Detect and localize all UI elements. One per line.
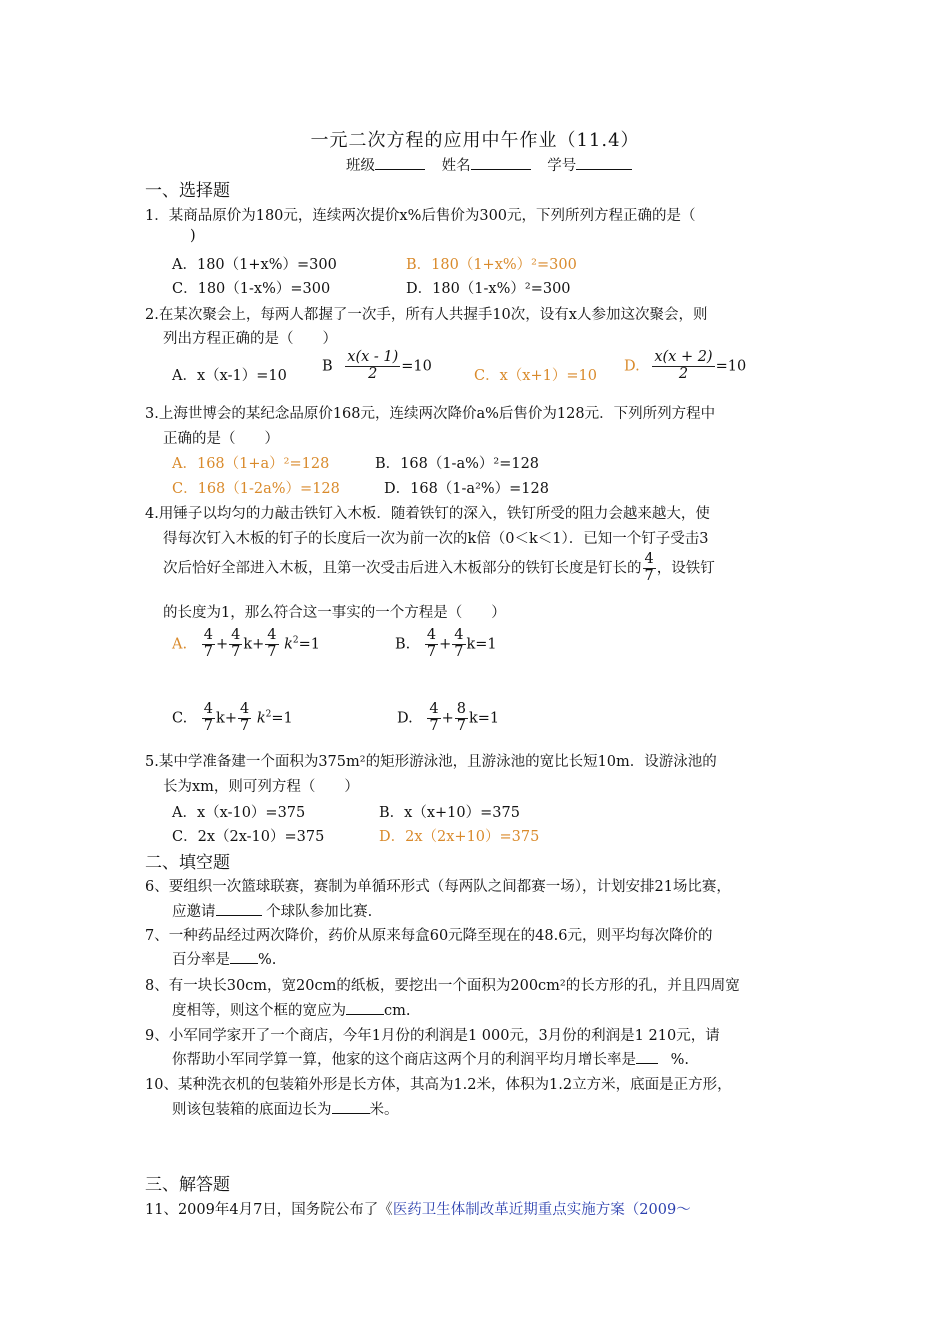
plus: + (215, 636, 229, 653)
q7-text: 百分率是 (172, 952, 230, 968)
q7-line2 (172, 948, 276, 969)
q8-text-tail: cm. (384, 1003, 411, 1019)
q9-answer-blank[interactable] (636, 1049, 658, 1064)
q11-line1 (145, 1198, 691, 1219)
q10-text: 则该包装箱的底面边长为 (172, 1102, 332, 1118)
page-title: 一元二次方程的应用中午作业（11.4） (310, 130, 640, 151)
q2-option-d-label: D. (624, 358, 640, 375)
exponent: 2 (265, 709, 272, 720)
q7-line1: 7、一种药品经过两次降价，药价从原来每盒60元降至现在的48.6元，则平均每次降价的 (145, 928, 713, 944)
fraction-numerator: 4 (203, 701, 214, 717)
fraction-numerator: 4 (644, 551, 654, 567)
q11-text: 11、2009年4月7日，国务院公布了《 (145, 1202, 393, 1218)
k-term: k+ (216, 710, 237, 727)
q4-line4: 的长度为1，那么符合这一事实的一个方程是（ ） (163, 605, 506, 621)
q4-option-d-label: D. (397, 710, 413, 727)
q2-option-b-fraction (345, 350, 400, 383)
q3-option-b: B．168（1-a%）²=128 (375, 456, 540, 472)
q4-line2: 得每次钉入木板的钉子的长度后一次为前一次的k倍（0＜k＜1）．已知一个钉子受击3 (163, 531, 709, 547)
q3-option-c: C．168（1-2a%）=128 (172, 481, 340, 497)
q3-text-cont: 正确的是（ ） (163, 431, 279, 447)
q5-text: 5.某中学准备建一个面积为375m²的矩形游泳池，且游泳池的宽比长短10m．设游泳池的 (145, 754, 717, 770)
q3-text: 3.上海世博会的某纪念品原价168元，连续两次降价a%后售价为128元．下列所列方程中 (145, 406, 716, 422)
q3-option-d: D．168（1-a²%）=128 (384, 481, 549, 497)
q6-text: 应邀请 (172, 904, 216, 920)
class-blank[interactable] (375, 155, 425, 170)
q2-option-d-fraction (652, 350, 714, 383)
fraction-denominator: 7 (429, 717, 439, 734)
equals-one: =1 (271, 710, 293, 727)
q2-text-cont: 列出方程正确的是（ ） (163, 331, 337, 347)
fraction (202, 702, 215, 735)
q2-option-d-eq: =10 (715, 358, 747, 375)
q8-line2 (172, 999, 410, 1020)
k-variable: k (284, 636, 293, 653)
fraction (265, 628, 278, 661)
q4-option-a-label: A. (172, 636, 188, 653)
q1-option-a: A．180（1+x%）=300 (172, 257, 337, 273)
fraction-numerator: x(x - 1) (347, 349, 399, 365)
q5-option-c: C．2x（2x-10）=375 (172, 829, 325, 845)
q9-text: 你帮助小军同学算一算，他家的这个商店这两个月的利润平均月增长率是 (172, 1052, 636, 1068)
name-blank[interactable] (471, 155, 531, 170)
q7-answer-blank[interactable] (230, 949, 258, 964)
fraction-denominator: 7 (267, 643, 277, 660)
q6-line2 (172, 900, 372, 921)
header-fields (346, 154, 632, 175)
plus: + (439, 636, 452, 653)
q2-option-c: C．x（x+1）=10 (474, 368, 597, 384)
class-label: 班级 (346, 158, 375, 174)
q2-option-b-eq: =10 (401, 358, 432, 375)
q4-option-b-label: B. (395, 636, 411, 653)
q4-option-a (172, 628, 320, 661)
q2-option-d (624, 350, 746, 383)
q10-line2 (172, 1098, 399, 1119)
fraction-denominator: 7 (231, 643, 241, 660)
fraction-denominator: 7 (644, 567, 654, 584)
fraction-denominator: 2 (678, 365, 689, 382)
q9-line1: 9、小军同学家开了一个商店，今年1月份的利润是1 000元，3月份的利润是1 210元，请 (145, 1028, 720, 1044)
fraction-numerator: 4 (429, 701, 439, 717)
fraction-numerator: x(x + 2) (654, 349, 713, 365)
q6-answer-blank[interactable] (216, 901, 262, 916)
fraction-numerator: 4 (426, 627, 437, 643)
q8-line1: 8、有一块长30cm，宽20cm的纸板，要挖出一个面积为200cm²的长方形的孔，并且四周宽 (145, 978, 740, 994)
q4-option-d (397, 702, 499, 735)
fraction-denominator: 2 (368, 365, 378, 382)
fraction-numerator: 4 (454, 627, 464, 643)
q4-option-b (395, 628, 497, 661)
q10-text-tail: 米。 (369, 1102, 399, 1118)
q7-text-tail: %. (258, 952, 277, 968)
fraction (425, 628, 438, 661)
fraction (427, 702, 440, 735)
fraction (229, 628, 242, 661)
k-term: k+ (243, 636, 265, 653)
q4-line3-tail: ，设铁钉 (656, 560, 715, 577)
fraction-denominator: 7 (456, 717, 466, 734)
fraction-numerator: 4 (231, 627, 241, 643)
q2-option-a: A．x（x-1）=10 (172, 368, 287, 384)
q4-option-c-label: C. (172, 710, 188, 727)
k-equals-one: k=1 (468, 710, 500, 727)
plus: + (441, 710, 454, 727)
q4-line3-text: 次后恰好全部进入木板，且第一次受击后进入木板部分的铁钉长度是钉长的 (163, 560, 642, 577)
q6-line1: 6、要组织一次篮球联赛，赛制为单循环形式（每两队之间都赛一场），计划安排21场比赛， (145, 879, 731, 895)
fraction-denominator: 7 (239, 717, 250, 734)
fraction-denominator: 7 (203, 717, 214, 734)
q1-option-d: D．180（1-x%）²=300 (406, 281, 571, 297)
q2-option-b-label: B (322, 358, 333, 375)
q9-line2 (172, 1048, 689, 1069)
section-choice-heading: 一、选择题 (145, 181, 230, 201)
q2-text: 2.在某次聚会上，每两人都握了一次手，所有人共握手10次，设有x人参加这次聚会，则 (145, 307, 708, 323)
k-variable: k (256, 710, 266, 727)
q9-text-tail: %. (670, 1052, 689, 1068)
q2-option-b (322, 350, 432, 383)
q10-answer-blank[interactable] (332, 1099, 370, 1114)
k-equals-one: k=1 (466, 636, 497, 653)
fraction-denominator: 7 (454, 643, 464, 660)
section-solve-heading: 三、解答题 (145, 1175, 230, 1195)
section-fill-heading: 二、填空题 (145, 853, 230, 873)
q4-line1: 4.用锤子以均匀的力敲击铁钉入木板．随着铁钉的深入，铁钉所受的阻力会越来越大，使 (145, 506, 710, 522)
q8-answer-blank[interactable] (346, 1000, 384, 1015)
fraction (455, 702, 468, 735)
fraction (238, 702, 251, 735)
q3-option-a: A．168（1+a）²=128 (172, 456, 330, 472)
exponent: 2 (292, 635, 299, 646)
number-label: 学号 (547, 158, 577, 174)
q8-text: 度相等，则这个框的宽应为 (172, 1003, 346, 1019)
equals-one: =1 (298, 636, 321, 653)
fraction-numerator: 4 (203, 627, 213, 643)
fraction (452, 628, 465, 661)
fraction-numerator: 4 (239, 701, 250, 717)
q4-option-c (172, 702, 293, 735)
q10-line1: 10、某种洗衣机的包装箱外形是长方体，其高为1.2米，体积为1.2立方米，底面是正方形， (145, 1077, 732, 1093)
name-label: 姓名 (441, 158, 471, 174)
fraction-numerator: 4 (267, 627, 277, 643)
q11-document-link[interactable]: 医药卫生体制改革近期重点实施方案（2009～ (392, 1202, 691, 1218)
q5-option-a: A．x（x-10）=375 (172, 805, 306, 821)
number-blank[interactable] (576, 155, 632, 170)
q5-option-b: B．x（x+10）=375 (379, 805, 520, 821)
q5-text-cont: 长为xm，则可列方程（ ） (163, 779, 359, 795)
fraction-denominator: 7 (426, 643, 437, 660)
q5-option-d: D．2x（2x+10）=375 (379, 829, 540, 845)
fraction-denominator: 7 (203, 643, 213, 660)
q1-text-cont: ) (190, 228, 196, 244)
q6-text-tail: 个球队参加比赛. (266, 904, 373, 920)
q1-option-c: C．180（1-x%）=300 (172, 281, 331, 297)
q1-text: 1．某商品原价为180元，连续两次提价x%后售价为300元，下列所列方程正确的是（ (145, 208, 696, 224)
fraction-numerator: 8 (456, 701, 466, 717)
q1-option-b: B．180（1+x%）²=300 (406, 257, 577, 273)
fraction (202, 628, 215, 661)
q4-four-sevenths (643, 552, 656, 585)
q4-line3 (163, 552, 715, 585)
